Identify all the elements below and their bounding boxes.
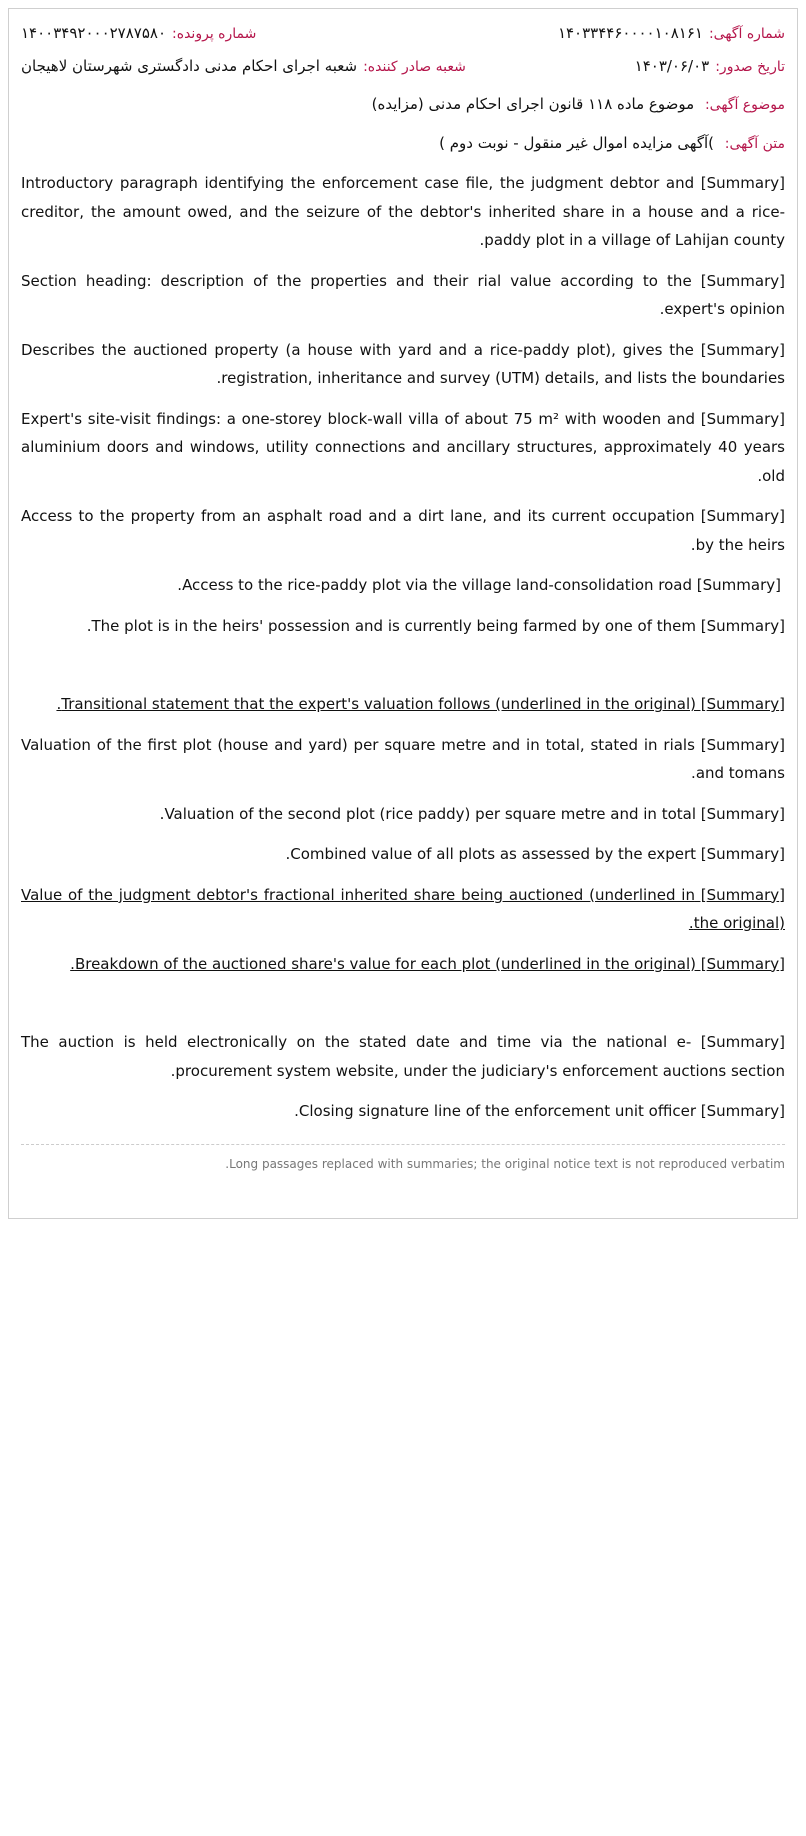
- subject-label: موضوع آگهی:: [704, 97, 785, 114]
- auction-notice-document: [8, 8, 798, 1219]
- paragraph-total-valuation: [Summary] Combined value of all plots as assessed by the expert.: [285, 845, 785, 864]
- issue-date-label: تاریخ صدور:: [715, 58, 785, 75]
- notice-number-label: شماره آگهی:: [708, 26, 785, 42]
- spacer-2: [21, 990, 785, 1016]
- paragraph-share-values: [Summary] Breakdown of the auctioned share's value for each plot (underlined in the original).: [70, 954, 785, 973]
- paragraph-access: [Summary] Access to the property from an asphalt road and a dirt lane, and its current occupation by the heirs.: [21, 507, 785, 554]
- body-heading-text: )آگهی مزایده اموال غیر منقول - نوبت دوم ): [439, 133, 714, 152]
- paragraph-valuation-plot-1: [Summary] Valuation of the first plot (house and yard) per square metre and in total, stated in rials and tomans.: [21, 735, 785, 783]
- paragraph-signature: [Summary] Closing signature line of the enforcement unit officer.: [294, 1102, 785, 1121]
- issuer: [21, 52, 466, 81]
- paragraph-possession: [Summary] The plot is in the heirs' possession and is currently being farmed by one of them.: [86, 616, 785, 635]
- paragraph-intro: [Summary] Introductory paragraph identifying the enforcement case file, the judgment debtor and creditor, the amount owed, and the seizure of the debtor's inherited share in a house and a rice-paddy plot in a village of Lahijan county.: [21, 174, 786, 250]
- paragraph-specs-heading: [Summary] Section heading: description of the properties and their rial value according to the expert's opinion.: [21, 271, 785, 319]
- header-row-1: [21, 19, 785, 48]
- issuer-value: شعبه اجرای احکام مدنی دادگستری شهرستان لاهیجان: [21, 56, 358, 75]
- spacer: [21, 652, 785, 678]
- paragraph-auction-details: [Summary] The auction is held electronically on the stated date and time via the national e-procurement system website, under the judiciary's enforcement auctions section.: [21, 1033, 785, 1080]
- issue-date: [635, 52, 785, 81]
- paragraph-paddy-access: [Summary] Access to the rice-paddy plot via the village land-consolidation road.: [177, 576, 781, 595]
- copy-note: Long passages replaced with summaries; the original notice text is not reproduced verbatim.: [21, 1144, 785, 1176]
- paragraph-valuation-plot-2: [Summary] Valuation of the second plot (rice paddy) per square metre and in total.: [159, 804, 785, 823]
- paragraph-site-visit: [Summary] Expert's site-visit findings: a one-storey block-wall villa of about 75 m² with wooden and aluminium doors and windows, utility connections and ancillary structures, approximately 40 years old.: [21, 409, 785, 485]
- issuer-label: شعبه صادر کننده:: [363, 58, 466, 75]
- paragraph-share-heading: [Summary] Value of the judgment debtor's fractional inherited share being auctioned (underlined in the original).: [21, 885, 785, 933]
- notice-number: [558, 19, 785, 48]
- case-number-label: شماره پرونده:: [172, 26, 257, 42]
- paragraph-valuation-intro: [Summary] Transitional statement that the expert's valuation follows (underlined in the original).: [56, 695, 785, 714]
- body-heading-label: متن آگهی:: [724, 135, 785, 152]
- header-row-2: [21, 52, 785, 81]
- subject-line: [21, 90, 785, 119]
- subject-text: موضوع ماده ۱۱۸ قانون اجرای احکام مدنی (مزایده): [371, 95, 695, 114]
- notice-number-value: ۱۴۰۳۳۴۴۶۰۰۰۰۱۰۸۱۶۱: [557, 24, 703, 42]
- case-number-value: ۱۴۰۰۳۴۹۲۰۰۰۲۷۸۷۵۸۰: [21, 24, 167, 42]
- paragraph-property-description: [Summary] Describes the auctioned property (a house with yard and a rice-paddy plot), gives the registration, inheritance and survey (UTM) details, and lists the boundaries.: [21, 340, 785, 388]
- issue-date-value: ۱۴۰۳/۰۶/۰۳: [634, 56, 710, 75]
- body-heading-line: [21, 129, 785, 158]
- case-number: [21, 19, 256, 48]
